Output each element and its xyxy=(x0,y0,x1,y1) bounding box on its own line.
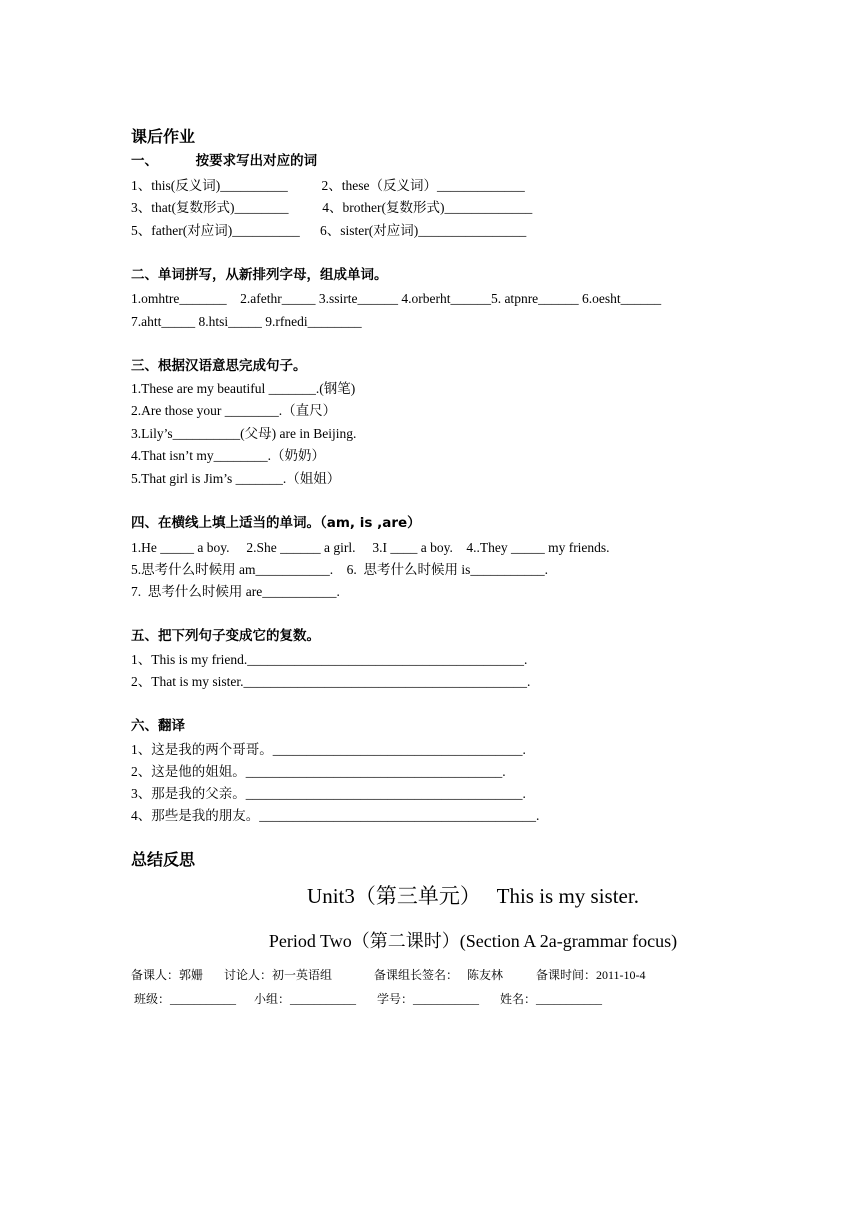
section-6-heading: 六、翻译 xyxy=(131,718,185,734)
section-6-line-2: 2、这是他的姐姐。______________________________________. xyxy=(131,764,506,779)
section-2-line-1: 1.omhtre_______ 2.afethr_____ 3.ssirte______ 4.orberht______5. atpnre______ 6.oesht______ xyxy=(131,291,662,306)
section-3-line-4: 4.That isn’t my________.（奶奶） xyxy=(131,448,325,463)
section-4-heading: 四、在横线上填上适当的单词。（am, is ,are） xyxy=(131,515,421,531)
meta-line-1: 备课人：郭姗 讨论人：初一英语组 备课组长签名： 陈友林 备课时间：2011-10-4 xyxy=(131,968,646,982)
section-6-line-4: 4、那些是我的朋友。_________________________________________. xyxy=(131,808,540,823)
section-1-heading: 一、 按要求写出对应的词 xyxy=(131,153,318,169)
section-2-line-2: 7.ahtt_____ 8.htsi_____ 9.rfnedi________ xyxy=(131,314,362,329)
summary-heading: 总结反思 xyxy=(131,850,196,869)
section-5-heading: 五、把下列句子变成它的复数。 xyxy=(131,628,320,644)
section-3-line-3: 3.Lily’s__________(父母) are in Beijing. xyxy=(131,426,357,441)
homework-title: 课后作业 xyxy=(131,127,196,146)
section-2-heading: 二、单词拼写，从新排列字母，组成单词。 xyxy=(131,267,388,283)
section-1-line-1: 1、this(反义词)__________ 2、these（反义词）_____________ xyxy=(131,178,525,193)
section-4-line-2: 5.思考什么时候用 am___________. 6. 思考什么时候用 is___________. xyxy=(131,562,548,577)
section-3-line-2: 2.Are those your ________.（直尺） xyxy=(131,403,337,418)
section-4-line-3: 7. 思考什么时候用 are___________. xyxy=(131,584,340,599)
section-5-line-1: 1、This is my friend._________________________________________. xyxy=(131,652,528,667)
section-3-line-5: 5.That girl is Jim’s _______.（姐姐） xyxy=(131,471,341,486)
section-3-line-1: 1.These are my beautiful _______.(钢笔) xyxy=(131,381,356,396)
meta-line-2: 班级：___________ 小组：___________ 学号：___________ 姓名：___________ xyxy=(131,992,603,1006)
unit-title: Unit3（第三单元） This is my sister. xyxy=(307,884,639,908)
section-1-line-3: 5、father(对应词)__________ 6、sister(对应词)________________ xyxy=(131,223,527,238)
section-5-line-2: 2、That is my sister.__________________________________________. xyxy=(131,674,531,689)
section-6-line-3: 3、那是我的父亲。_________________________________________. xyxy=(131,786,526,801)
section-6-line-1: 1、这是我的两个哥哥。_____________________________________. xyxy=(131,742,526,757)
section-1-line-2: 3、that(复数形式)________ 4、brother(复数形式)_____________ xyxy=(131,200,533,215)
section-4-line-1: 1.He _____ a boy. 2.She ______ a girl. 3.I ____ a boy. 4..They _____ my friends. xyxy=(131,540,610,555)
period-title: Period Two（第二课时）(Section A 2a-grammar focus) xyxy=(268,931,678,951)
section-3-heading: 三、根据汉语意思完成句子。 xyxy=(131,358,307,374)
